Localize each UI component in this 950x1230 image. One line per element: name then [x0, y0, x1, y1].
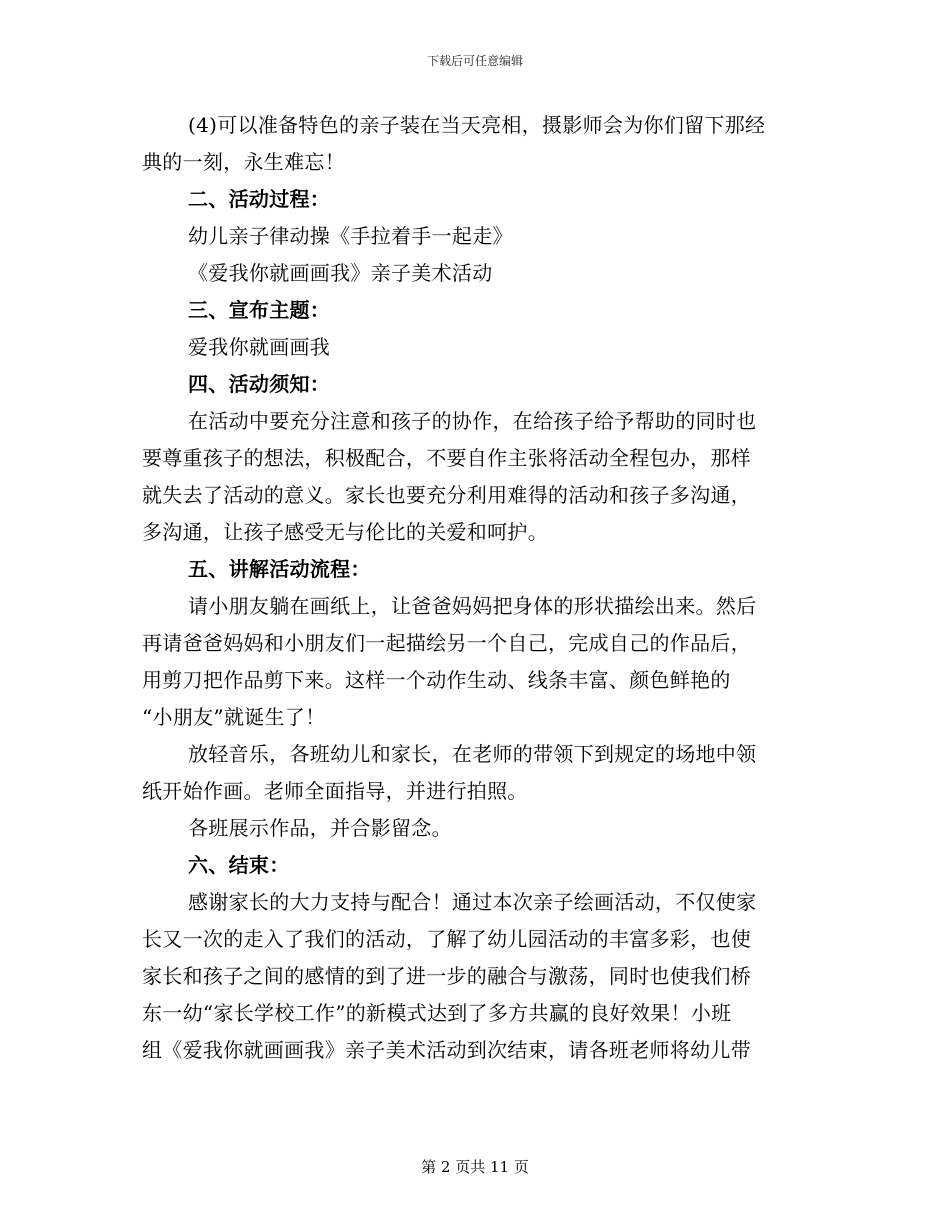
document-body [142, 107, 812, 1069]
paragraph-line: 感谢家长的大力支持与配合！通过本次亲子绘画活动，不仅使家 [188, 890, 757, 914]
paragraph-line: “小朋友”就诞生了！ [142, 705, 326, 729]
section-heading: 六、结束： [188, 853, 290, 877]
page-footer: 第 2 页共 11 页 [421, 1158, 529, 1176]
paragraph-line: 放轻音乐，各班幼儿和家长，在老师的带领下到规定的场地中领 [188, 742, 757, 766]
paragraph-line: 各班展示作品，并合影留念。 [188, 816, 452, 840]
paragraph-line: 爱我你就画画我 [188, 335, 331, 359]
paragraph-line: 东一幼“家长学校工作”的新模式达到了多方共赢的良好效果！小班 [142, 1001, 732, 1025]
paragraph-line: 长又一次的走入了我们的活动，了解了幼儿园活动的丰富多彩，也使 [142, 927, 751, 951]
paragraph-line: 用剪刀把作品剪下来。这样一个动作生动、线条丰富、颜色鲜艳的 [142, 668, 731, 692]
paragraph-line: 组《爱我你就画画我》亲子美术活动到次结束，请各班老师将幼儿带 [142, 1038, 751, 1062]
section-heading: 五、讲解活动流程： [188, 557, 371, 581]
paragraph-line: 《爱我你就画画我》亲子美术活动 [188, 261, 493, 285]
section-heading: 二、活动过程： [188, 187, 331, 211]
paragraph-line: 纸开始作画。老师全面指导，并进行拍照。 [142, 779, 528, 803]
paragraph-line: 再请爸爸妈妈和小朋友们一起描绘另一个自己，完成自己的作品后， [142, 631, 751, 655]
section-heading: 四、活动须知： [188, 372, 331, 396]
paragraph-line: 就失去了活动的意义。家长也要充分利用难得的活动和孩子多沟通， [142, 483, 751, 507]
page-header: 下载后可任意编辑 [426, 54, 523, 68]
paragraph-line: 请小朋友躺在画纸上，让爸爸妈妈把身体的形状描绘出来。然后 [188, 594, 757, 618]
paragraph-line: 幼儿亲子律动操《手拉着手一起走》 [188, 224, 513, 248]
paragraph-line: 多沟通，让孩子感受无与伦比的关爱和呵护。 [142, 520, 548, 544]
paragraph-line: 典的一刻，永生难忘！ [142, 150, 345, 174]
paragraph-line: 在活动中要充分注意和孩子的协作，在给孩子给予帮助的同时也 [188, 409, 757, 433]
paragraph-line: 要尊重孩子的想法，积极配合，不要自作主张将活动全程包办，那样 [142, 446, 751, 470]
paragraph-line: (4)可以准备特色的亲子装在当天亮相，摄影师会为你们留下那经 [188, 113, 766, 137]
paragraph-line: 家长和孩子之间的感情的到了进一步的融合与激荡，同时也使我们桥 [142, 964, 751, 988]
section-heading: 三、宣布主题： [188, 298, 331, 322]
